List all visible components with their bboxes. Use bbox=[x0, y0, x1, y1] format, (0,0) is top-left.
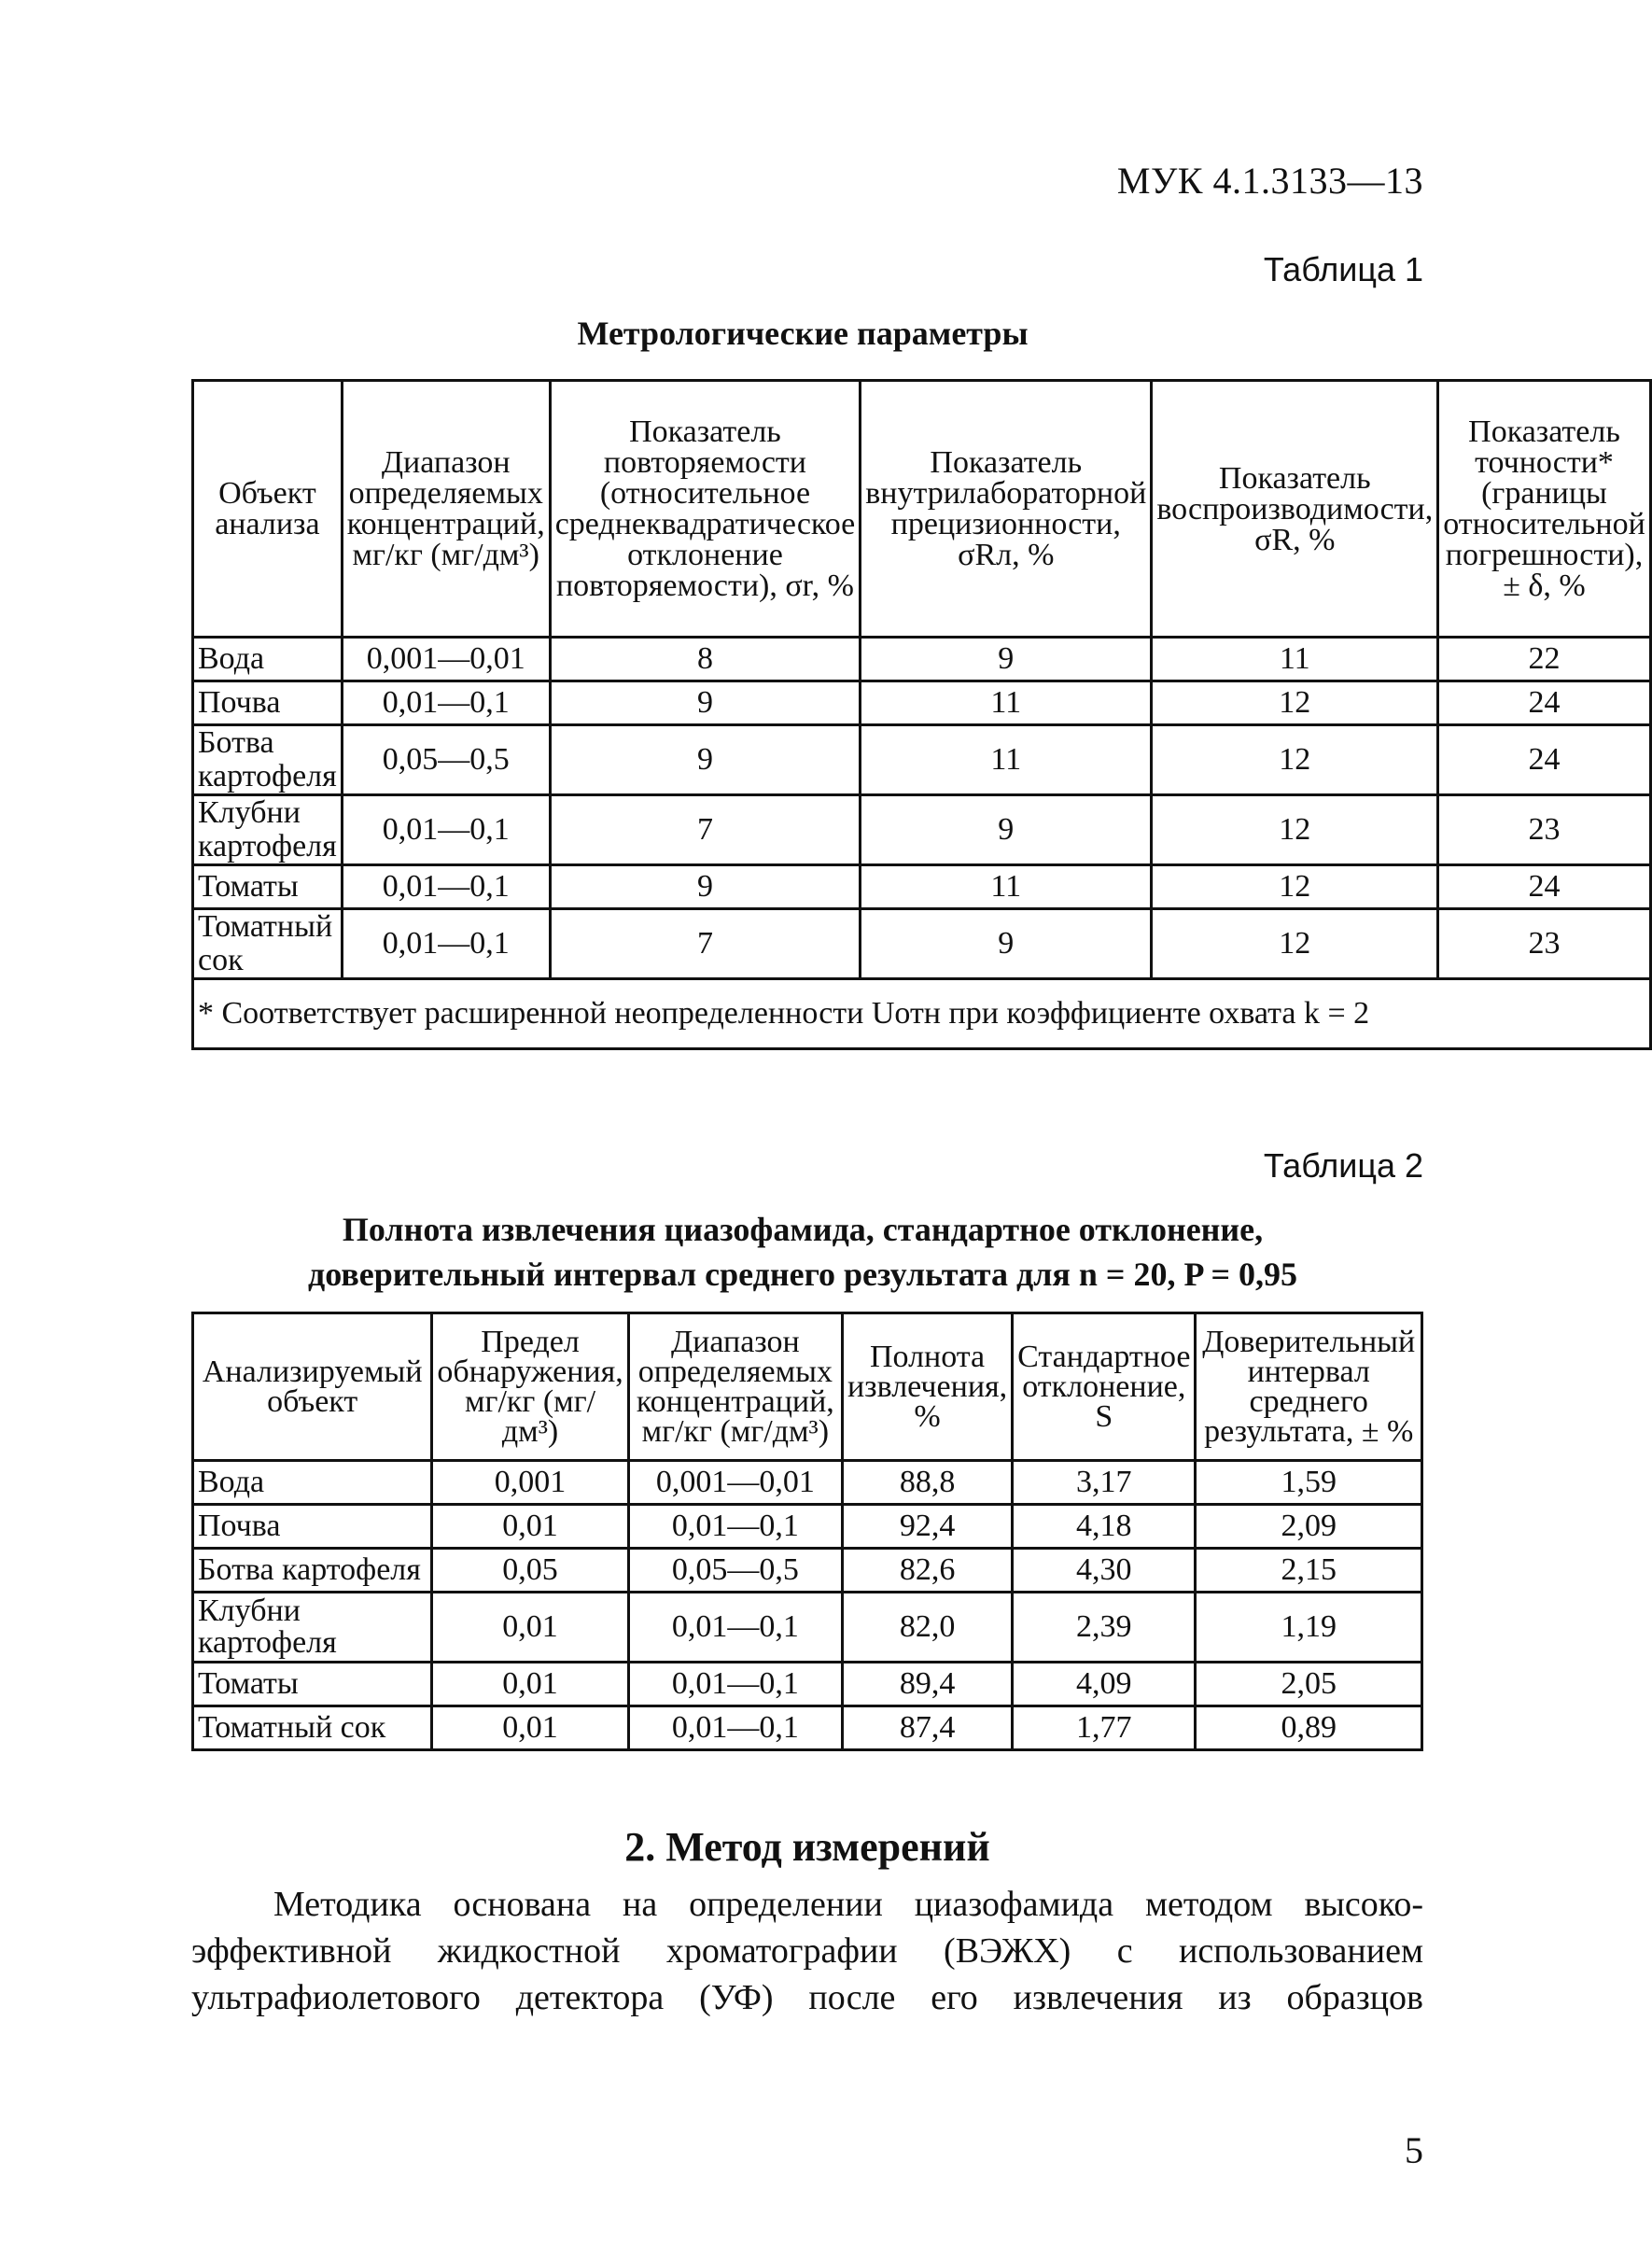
table-cell: 0,89 bbox=[1196, 1706, 1422, 1750]
table-cell: 0,001 bbox=[432, 1461, 628, 1505]
table-cell: 7 bbox=[550, 909, 861, 979]
table-cell: Клубни картофеля bbox=[193, 795, 343, 865]
table-cell: 0,001—0,01 bbox=[628, 1461, 842, 1505]
table-cell: 0,01 bbox=[432, 1706, 628, 1750]
table-cell: 0,01—0,1 bbox=[342, 909, 550, 979]
paragraph-line: Методика основана на определении циазофамида методом высоко- bbox=[273, 1885, 1423, 1924]
table1-caption: Метрологические параметры bbox=[577, 315, 1029, 352]
table-cell: Томатный сок bbox=[193, 1706, 432, 1750]
table-cell: 11 bbox=[861, 865, 1152, 909]
table-cell: 12 bbox=[1152, 795, 1438, 865]
table-cell: 9 bbox=[550, 725, 861, 795]
table-row bbox=[193, 681, 1651, 725]
document-code: МУК 4.1.3133—13 bbox=[1116, 160, 1423, 202]
metrological-parameters-table bbox=[191, 379, 1652, 1050]
table1-footnote: * Соответствует расширенной неопределенности Uотн при коэффициенте охвата k = 2 bbox=[193, 979, 1651, 1049]
table2-caption-line: Полнота извлечения циазофамида, стандартное отклонение, bbox=[342, 1211, 1264, 1248]
table-row bbox=[193, 1505, 1422, 1549]
table-cell: 2,05 bbox=[1196, 1663, 1422, 1706]
table-cell: 2,39 bbox=[1013, 1593, 1196, 1663]
table-cell: Клубни картофеля bbox=[193, 1593, 432, 1663]
table-cell: 0,01 bbox=[432, 1505, 628, 1549]
table-cell: 88,8 bbox=[842, 1461, 1012, 1505]
table-row bbox=[193, 795, 1651, 865]
table-cell: 24 bbox=[1438, 725, 1651, 795]
table-row bbox=[193, 1461, 1422, 1505]
table-cell: 12 bbox=[1152, 725, 1438, 795]
table-cell: 7 bbox=[550, 795, 861, 865]
table2-label: Таблица 2 bbox=[1263, 1146, 1423, 1185]
table1-header: Объект анализа bbox=[193, 381, 343, 638]
table-cell: Почва bbox=[193, 1505, 432, 1549]
extraction-completeness-table bbox=[191, 1312, 1423, 1751]
table-row bbox=[193, 1706, 1422, 1750]
table1-header: Показатель внутрилабораторной прецизионности, σRл, % bbox=[861, 381, 1152, 638]
table1-label: Таблица 1 bbox=[1263, 250, 1423, 288]
table-row bbox=[193, 1663, 1422, 1706]
table-cell: Ботва картофеля bbox=[193, 1549, 432, 1593]
table-cell: 0,01—0,1 bbox=[342, 865, 550, 909]
table2-header: Полнота извлечения, % bbox=[842, 1313, 1012, 1461]
table-cell: 24 bbox=[1438, 681, 1651, 725]
section-title: 2. Метод измерений bbox=[624, 1824, 990, 1870]
table-cell: 23 bbox=[1438, 909, 1651, 979]
table2-header: Анализируемый объект bbox=[193, 1313, 432, 1461]
table-cell: 0,01 bbox=[432, 1593, 628, 1663]
table2-caption bbox=[187, 1207, 1419, 1297]
table-cell: 4,30 bbox=[1013, 1549, 1196, 1593]
table2-header: Доверительный интервал среднего результата, ± % bbox=[1196, 1313, 1422, 1461]
paragraph-line: эффективной жидкостной хроматографии (ВЭЖХ) с использованием bbox=[191, 1931, 1423, 1971]
table-cell: 0,05 bbox=[432, 1549, 628, 1593]
table-row bbox=[193, 638, 1651, 681]
table2-caption-line: доверительный интервал среднего результата для n = 20, P = 0,95 bbox=[308, 1256, 1297, 1293]
table1-header: Показатель воспроизводимости, σR, % bbox=[1152, 381, 1438, 638]
table-cell: 82,0 bbox=[842, 1593, 1012, 1663]
table-cell: 9 bbox=[550, 865, 861, 909]
table-cell: 9 bbox=[550, 681, 861, 725]
table-cell: 0,01—0,1 bbox=[628, 1706, 842, 1750]
table-cell: Вода bbox=[193, 1461, 432, 1505]
table-cell: 0,01 bbox=[432, 1663, 628, 1706]
table-cell: 1,59 bbox=[1196, 1461, 1422, 1505]
table-cell: 23 bbox=[1438, 795, 1651, 865]
table-cell: 2,09 bbox=[1196, 1505, 1422, 1549]
table-cell: 8 bbox=[550, 638, 861, 681]
table-cell: 9 bbox=[861, 638, 1152, 681]
table-cell: 0,01—0,1 bbox=[628, 1593, 842, 1663]
table-cell: 82,6 bbox=[842, 1549, 1012, 1593]
table-cell: Томаты bbox=[193, 1663, 432, 1706]
table2-header: Диапазон определяемых концентраций, мг/кг (мг/дм³) bbox=[628, 1313, 842, 1461]
table2-header: Стандартное отклонение, S bbox=[1013, 1313, 1196, 1461]
paragraph-line: ультрафиолетового детектора (УФ) после его извлечения из образцов bbox=[191, 1978, 1423, 2017]
table-cell: 0,01—0,1 bbox=[628, 1663, 842, 1706]
table-cell: 4,18 bbox=[1013, 1505, 1196, 1549]
table-cell: Почва bbox=[193, 681, 343, 725]
section-paragraph bbox=[191, 1881, 1423, 2021]
table1-header: Диапазон определяемых концентраций, мг/кг (мг/дм³) bbox=[342, 381, 550, 638]
table-cell: 1,77 bbox=[1013, 1706, 1196, 1750]
table-cell: 11 bbox=[1152, 638, 1438, 681]
table-cell: 9 bbox=[861, 795, 1152, 865]
table1-header: Показатель точности* (границы относительной погрешности), ± δ, % bbox=[1438, 381, 1651, 638]
table-cell: 11 bbox=[861, 681, 1152, 725]
table-row bbox=[193, 909, 1651, 979]
table-cell: 4,09 bbox=[1013, 1663, 1196, 1706]
table2-header: Предел обнаружения, мг/кг (мг/дм³) bbox=[432, 1313, 628, 1461]
table-cell: 11 bbox=[861, 725, 1152, 795]
table-cell: 12 bbox=[1152, 865, 1438, 909]
table-cell: 92,4 bbox=[842, 1505, 1012, 1549]
table-cell: 87,4 bbox=[842, 1706, 1012, 1750]
table-cell: 0,05—0,5 bbox=[342, 725, 550, 795]
table-cell: 3,17 bbox=[1013, 1461, 1196, 1505]
table-cell: Томатный сок bbox=[193, 909, 343, 979]
table-cell: Ботва картофеля bbox=[193, 725, 343, 795]
table-cell: 1,19 bbox=[1196, 1593, 1422, 1663]
table-row bbox=[193, 1549, 1422, 1593]
table-cell: 22 bbox=[1438, 638, 1651, 681]
table-cell: 0,01—0,1 bbox=[342, 681, 550, 725]
table-cell: 2,15 bbox=[1196, 1549, 1422, 1593]
table1-header: Показатель повторяемости (относительное среднеквадратическое отклонение повторяемости), σr, % bbox=[550, 381, 861, 638]
table-cell: 0,01—0,1 bbox=[342, 795, 550, 865]
table-cell: Томаты bbox=[193, 865, 343, 909]
table-cell: 24 bbox=[1438, 865, 1651, 909]
table-cell: 12 bbox=[1152, 909, 1438, 979]
table-cell: 9 bbox=[861, 909, 1152, 979]
table-row bbox=[193, 865, 1651, 909]
table-cell: 89,4 bbox=[842, 1663, 1012, 1706]
table-cell: 0,05—0,5 bbox=[628, 1549, 842, 1593]
table-cell: Вода bbox=[193, 638, 343, 681]
table-row bbox=[193, 1593, 1422, 1663]
table-cell: 0,001—0,01 bbox=[342, 638, 550, 681]
table-cell: 0,01—0,1 bbox=[628, 1505, 842, 1549]
page-number: 5 bbox=[1405, 2129, 1423, 2171]
table-cell: 12 bbox=[1152, 681, 1438, 725]
table-row bbox=[193, 725, 1651, 795]
